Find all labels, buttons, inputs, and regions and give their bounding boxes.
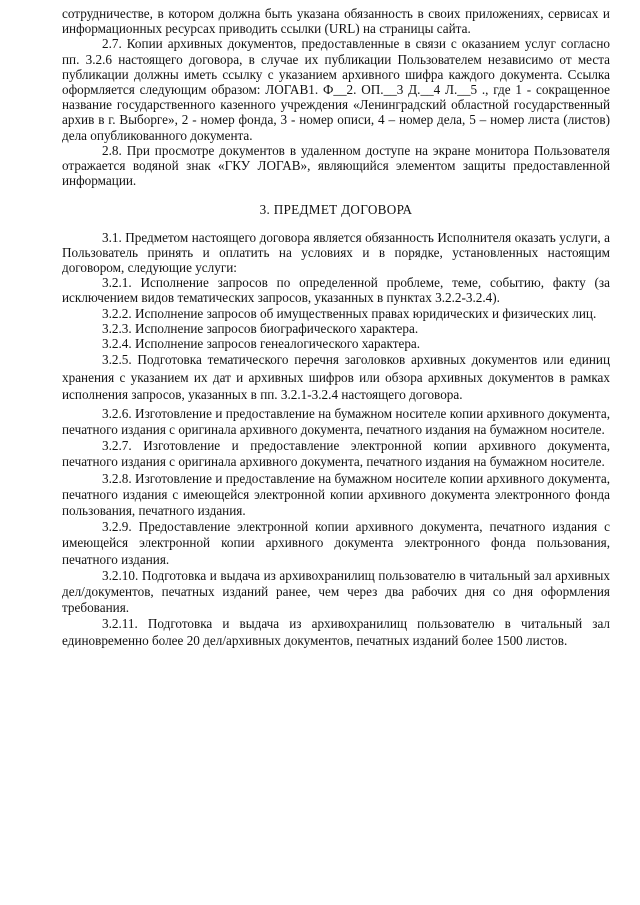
paragraph-3-2-1: 3.2.1. Исполнение запросов по определенной проблеме, теме, событию, факту (за исключением видов тематических запросов, указанных в пунктах 3.2.2-3.2.4). xyxy=(62,275,610,306)
paragraph-3-2-2: 3.2.2. Исполнение запросов об имущественных правах юридических и физических лиц. xyxy=(102,305,597,321)
section-heading: 3. ПРЕДМЕТ ДОГОВОРА xyxy=(259,202,413,218)
paragraph-3-2-4: 3.2.4. Исполнение запросов генеалогического характера. xyxy=(102,336,421,352)
paragraph-2-6-continuation: сотрудничестве, в котором должна быть указана обязанность в своих приложениях, сервисах и информационных ресурсах приводить ссылки (URL) на страницы сайта. xyxy=(62,6,610,37)
paragraph-3-2-10: 3.2.10. Подготовка и выдача из архивохранилищ пользователю в читальный зал архивных дел/документов, печатных изданий ранее, чем через два рабочих дня со дня оформления требования. xyxy=(62,567,610,616)
paragraph-2-7: 2.7. Копии архивных документов, предоставленные в связи с оказанием услуг согласно пп. 3.2.6 настоящего договора, в случае их публикации Пользователем независимо от места публикации должны иметь ссылку с указанием архивного шифра каждого документа. Ссылка оформляется следующим образом: ЛОГАВ1. Ф__2. ОП.__3 Д.__4 Л.__5 ., где 1 - сокращенное название государственного казенного учреждения «Ленинградский областной государственный архив в г. Выборге», 2 - номер фонда, 3 - номер описи, 4 – номер дела, 5 – номер листа (листов) дела опубликованного документа. xyxy=(62,36,610,143)
document-page xyxy=(62,6,610,649)
paragraph-3-2-5: 3.2.5. Подготовка тематического перечня заголовков архивных документов или единиц хранения с указанием их дат и архивных шифров или обзора архивных документов в рамках исполнения запросов, указанных в пп. 3.2.1-3.2.4 настоящего договора. xyxy=(62,352,610,403)
paragraph-3-2-3: 3.2.3. Исполнение запросов биографического характера. xyxy=(102,320,419,336)
paragraph-2-8: 2.8. При просмотре документов в удаленном доступе на экране монитора Пользователя отражается водяной знак «ГКУ ЛОГАВ», являющийся элементом защиты предоставленной информации. xyxy=(62,142,610,189)
paragraph-3-2-11: 3.2.11. Подготовка и выдача из архивохранилищ пользователю в читальный зал единовременно более 20 дел/архивных документов, печатных изданий более 1500 листов. xyxy=(62,616,610,648)
paragraph-3-1: 3.1. Предметом настоящего договора является обязанность Исполнителя оказать услуги, а Пользователь принять и оплатить на условиях и в порядке, установленных настоящим договором, следующие услуги: xyxy=(62,229,610,276)
paragraph-3-2-6: 3.2.6. Изготовление и предоставление на бумажном носителе копии архивного документа, печатного издания с оригинала архивного документа, печатного издания на бумажном носителе. xyxy=(62,405,610,437)
paragraph-3-2-9: 3.2.9. Предоставление электронной копии архивного документа, печатного издания с имеющейся электронной копии архивного документа электронного фонда пользования, печатного издания. xyxy=(62,519,610,567)
paragraph-3-2-8: 3.2.8. Изготовление и предоставление на бумажном носителе копии архивного документа, печатного издания с имеющейся электронной копии архивного документа электронного фонда пользования, печатного издания. xyxy=(62,470,610,518)
paragraph-3-2-7: 3.2.7. Изготовление и предоставление электронной копии архивного документа, печатного издания с оригинала архивного документа, печатного издания на бумажном носителе. xyxy=(62,438,610,470)
